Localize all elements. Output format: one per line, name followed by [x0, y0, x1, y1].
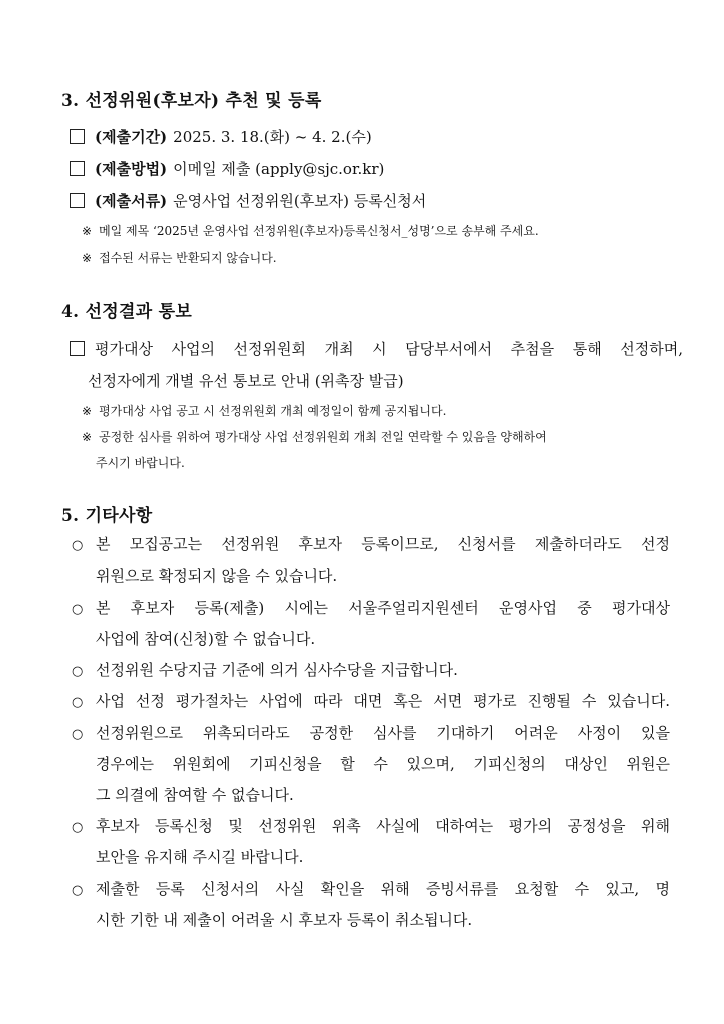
- selection-notice-line-1: 평가대상 사업의 선정위원회 개최 시 담당부서에서 추첨을 통해 선정하며,: [95, 340, 683, 358]
- list-item-7-cont: 시한 기한 내 제출이 어려울 시 후보자 등록이 취소됩니다.: [96, 911, 473, 929]
- bullet-circle-icon: ○: [72, 538, 84, 553]
- note-contact-line-2: 주시기 바랍니다.: [96, 456, 185, 470]
- bullet-circle-icon: ○: [72, 883, 84, 898]
- bullet-circle-icon: ○: [72, 695, 84, 710]
- list-item-2-cont: 사업에 참여(신청)할 수 없습니다.: [96, 630, 316, 648]
- list-item-4: ○ 사업 선정 평가절차는 사업에 따라 대면 혹은 서면 평가로 진행될 수 있습니다.: [72, 692, 670, 710]
- checkbox-icon: [70, 129, 85, 144]
- reference-mark-icon: ※: [82, 251, 93, 265]
- list-item-6: ○ 후보자 등록신청 및 선정위원 위촉 사실에 대하여는 평가의 공정성을 위해: [72, 817, 670, 835]
- checkbox-icon: [70, 161, 85, 176]
- checkbox-icon: [70, 193, 85, 208]
- submission-method-label: (제출방법): [95, 160, 168, 178]
- note-documents-not-returned: ※ 접수된 서류는 반환되지 않습니다.: [82, 251, 277, 265]
- list-item-5-cont-2: 그 의결에 참여할 수 없습니다.: [96, 786, 294, 804]
- section-3-heading: 3. 선정위원(후보자) 추천 및 등록: [61, 91, 322, 111]
- list-item-1: ○ 본 모집공고는 선정위원 후보자 등록이므로, 신청서를 제출하더라도 선정: [72, 535, 670, 553]
- selection-notice-line-2: 선정자에게 개별 유선 통보로 안내 (위촉장 발급): [88, 372, 404, 390]
- list-item-1-cont: 위원으로 확정되지 않을 수 있습니다.: [96, 567, 338, 585]
- list-item-2: ○ 본 후보자 등록(제출) 시에는 서울주얼리지원센터 운영사업 중 평가대상: [72, 599, 670, 617]
- list-item-5-cont-1: 경우에는 위원회에 기피신청을 할 수 있으며, 기피신청의 대상인 위원은: [96, 755, 670, 773]
- list-item-6-cont: 보안을 유지해 주시길 바랍니다.: [96, 848, 304, 866]
- reference-mark-icon: ※: [82, 404, 93, 418]
- section-4-heading: 4. 선정결과 통보: [61, 302, 193, 322]
- checkbox-icon: [70, 341, 85, 356]
- list-item-3: ○ 선정위원 수당지급 기준에 의거 심사수당을 지급합니다.: [72, 661, 458, 679]
- submission-documents-row: [70, 190, 426, 211]
- section-5-heading: 5. 기타사항: [61, 506, 153, 526]
- selection-notice-row: [70, 338, 683, 359]
- note-meeting-date: ※ 평가대상 사업 공고 시 선정위원회 개최 예정일이 함께 공지됩니다.: [82, 404, 447, 418]
- submission-period-row: [70, 126, 372, 147]
- submission-documents-value: 운영사업 선정위원(후보자) 등록신청서: [173, 192, 427, 210]
- bullet-circle-icon: ○: [72, 727, 84, 742]
- submission-period-label: (제출기간): [95, 128, 168, 146]
- reference-mark-icon: ※: [82, 224, 93, 238]
- list-item-5: ○ 선정위원으로 위촉되더라도 공정한 심사를 기대하기 어려운 사정이 있을: [72, 724, 670, 742]
- note-email-subject: ※ 메일 제목 ‘2025년 운영사업 선정위원(후보자)등록신청서_성명’으로 송부해 주세요.: [82, 224, 539, 238]
- note-contact-line-1: ※ 공정한 심사를 위하여 평가대상 사업 선정위원회 개최 전일 연락할 수 있음을 양해하여: [82, 430, 547, 444]
- bullet-circle-icon: ○: [72, 664, 84, 679]
- bullet-circle-icon: ○: [72, 820, 84, 835]
- submission-period-value: 2025. 3. 18.(화) ~ 4. 2.(수): [173, 128, 372, 146]
- submission-method-value: 이메일 제출 (apply@sjc.or.kr): [173, 160, 385, 178]
- list-item-7: ○ 제출한 등록 신청서의 사실 확인을 위해 증빙서류를 요청할 수 있고, 명: [72, 880, 670, 898]
- submission-method-row: [70, 158, 384, 179]
- reference-mark-icon: ※: [82, 430, 93, 444]
- bullet-circle-icon: ○: [72, 602, 84, 617]
- submission-documents-label: (제출서류): [95, 192, 168, 210]
